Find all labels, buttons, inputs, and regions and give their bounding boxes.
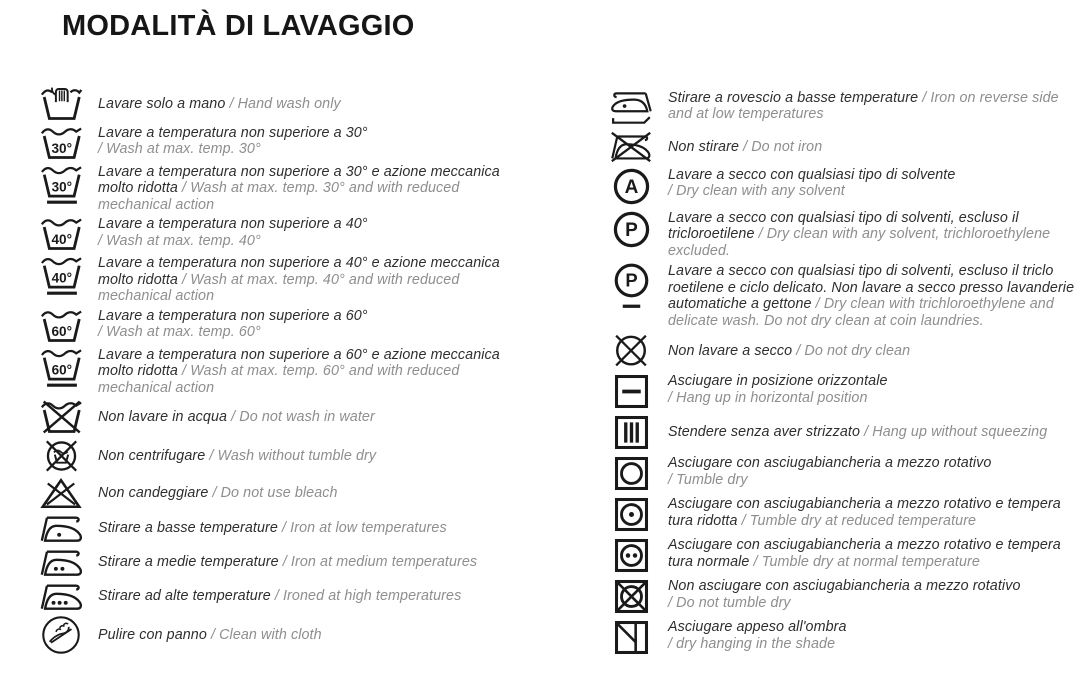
label-italian: Asciugare con asciugabiancheria a mezzo rotativo (668, 455, 992, 472)
care-item (604, 578, 1080, 615)
clean-with-cloth-icon (34, 615, 88, 655)
dry-clean-delicate-underlined-icon (604, 263, 658, 309)
label-english: / Hand wash only (229, 95, 341, 112)
svg-text:P: P (624, 220, 638, 241)
label-english: / Wash at max. temp. 30° and with reduced mechanical action (98, 180, 460, 213)
iron-high-temperature-icon (34, 581, 88, 612)
page-title: MODALITÀ DI LAVAGGIO (62, 10, 415, 42)
care-item (604, 496, 1080, 533)
svg-text:A: A (624, 177, 638, 198)
label-italian: Asciugare appeso all'ombra (668, 619, 847, 636)
do-not-iron-icon (604, 131, 658, 163)
care-item (34, 347, 582, 396)
care-symbols-right-column (604, 90, 1080, 660)
hand-wash-icon (34, 86, 88, 122)
care-item (34, 164, 582, 213)
do-not-tumble-dry-icon (604, 578, 658, 615)
iron-reverse-side-icon (604, 90, 658, 127)
label-italian: Lavare a secco con qualsiasi tipo di solventi, escluso il tricloroetilene (668, 210, 1019, 243)
tumble-dry-icon (604, 455, 658, 492)
care-item (34, 399, 582, 435)
label-italian: Stirare a basse temperature (98, 520, 278, 537)
care-item (604, 333, 1080, 369)
care-item (604, 373, 1080, 410)
label-english: / Dry clean with any solvent (668, 183, 845, 200)
label-italian: Lavare a temperatura non superiore a 60° (98, 307, 368, 324)
label-english: / Wash at max. temp. 40° (98, 232, 261, 249)
label-italian: Lavare a temperatura non superiore a 30° e azione meccanica molto ridotta (98, 164, 500, 197)
label-english: / Tumble dry at normal temperature (753, 553, 980, 570)
wash-60-reduced-action-icon (34, 347, 88, 388)
dry-clean-any-solvent-icon (604, 167, 658, 206)
care-item (34, 581, 582, 612)
care-item (604, 210, 1080, 259)
care-item (604, 263, 1080, 329)
label-english: / Do not use bleach (212, 485, 338, 502)
svg-text:P: P (624, 270, 638, 292)
dry-flat-icon (604, 373, 658, 410)
care-item (604, 167, 1080, 206)
label-italian: Non lavare in acqua (98, 408, 228, 425)
label-italian: Pulire con panno (98, 626, 207, 643)
label-english: / Wash at max. temp. 60° and with reduced mechanical action (98, 363, 460, 396)
care-item (34, 216, 582, 252)
svg-text:30°: 30° (51, 140, 72, 156)
svg-text:40°: 40° (51, 232, 72, 248)
label-english: / Do not tumble dry (668, 594, 791, 611)
label-english: / Do not iron (743, 138, 823, 155)
dry-in-shade-icon (604, 619, 658, 656)
care-item (34, 438, 582, 474)
drip-dry-icon (604, 414, 658, 451)
label-italian: Non centrifugare (98, 447, 206, 464)
label-english: / Iron on reverse side and at low temperatures (668, 90, 1059, 123)
tumble-dry-reduced-temperature-icon (604, 496, 658, 533)
care-item (34, 255, 582, 304)
label-english: / Wash at max. temp. 60° (98, 324, 261, 341)
label-english: / Iron at low temperatures (282, 520, 447, 537)
label-italian: Stendere senza aver strizzato (668, 424, 861, 441)
label-italian: Lavare a secco con qualsiasi tipo di solvente (668, 167, 956, 183)
iron-medium-temperature-icon (34, 547, 88, 578)
label-english: / Ironed at high temperatures (274, 588, 462, 605)
svg-text:30°: 30° (51, 179, 72, 195)
do-not-dry-clean-icon (604, 333, 658, 369)
care-item (604, 90, 1080, 127)
label-italian: Non stirare (668, 138, 740, 155)
label-italian: Non candeggiare (98, 485, 209, 502)
care-item (604, 414, 1080, 451)
label-english: / Wash at max. temp. 30° (98, 141, 261, 158)
care-item (604, 455, 1080, 492)
label-italian: Lavare solo a mano (98, 95, 226, 112)
label-italian: Lavare a temperatura non superiore a 40° e azione meccanica molto ridotta (98, 255, 500, 288)
care-item (34, 615, 582, 655)
care-item (34, 513, 582, 544)
care-item (604, 537, 1080, 574)
svg-text:60°: 60° (51, 362, 72, 378)
iron-low-temperature-icon (34, 513, 88, 544)
label-english: / Wash at max. temp. 40° and with reduced mechanical action (98, 271, 460, 305)
label-italian: Lavare a temperatura non superiore a 30° (98, 125, 368, 141)
care-symbols-left-column (34, 86, 582, 658)
label-italian: Lavare a temperatura non superiore a 60° e azione meccanica molto ridotta (98, 346, 500, 380)
label-italian: Lavare a temperatura non superiore a 40° (98, 216, 368, 233)
label-italian: Non asciugare con asciugabiancheria a mezzo rotativo (668, 578, 1021, 595)
label-italian: Stirare a rovescio a basse temperature (668, 90, 919, 106)
label-italian: Non lavare a secco (668, 342, 793, 359)
do-not-wash-icon (34, 399, 88, 435)
label-english: / Iron at medium temperatures (282, 554, 478, 571)
do-not-bleach-icon (34, 477, 88, 510)
label-italian: Asciugare con asciugabiancheria a mezzo rotativo e tempera tura ridotta (668, 496, 1061, 529)
care-item (34, 477, 582, 510)
label-english: / Clean with cloth (210, 626, 322, 643)
wash-40-reduced-action-icon (34, 255, 88, 296)
care-item (34, 125, 582, 161)
label-italian: Stirare ad alte temperature (98, 588, 271, 605)
care-item (34, 308, 582, 344)
do-not-wring-icon (34, 438, 88, 474)
label-english: / Tumble dry (668, 471, 748, 488)
label-english: / dry hanging in the shade (668, 635, 836, 652)
svg-text:40°: 40° (51, 270, 72, 286)
label-italian: Stirare a medie temperature (98, 554, 279, 571)
wash-40-icon (34, 216, 88, 252)
label-english: / Do not dry clean (796, 342, 911, 359)
care-item (34, 86, 582, 122)
label-english: / Dry clean with any solvent, trichloroethylene excluded. (668, 226, 1051, 259)
label-english: / Wash without tumble dry (209, 447, 377, 464)
label-english: / Hang up without squeezing (864, 424, 1048, 441)
wash-60-icon (34, 308, 88, 344)
label-english: / Dry clean with trichloroethylene and delicate wash. Do not dry clean at coin laundries. (668, 296, 1054, 329)
tumble-dry-normal-temperature-icon (604, 537, 658, 574)
care-item (604, 131, 1080, 163)
care-item (604, 619, 1080, 656)
dry-clean-no-trichloroethylene-icon (604, 210, 658, 249)
label-italian: Asciugare con asciugabiancheria a mezzo rotativo e tempera tura normale (668, 537, 1061, 570)
wash-30-icon (34, 125, 88, 161)
label-english: / Tumble dry at reduced temperature (741, 512, 977, 529)
svg-text:60°: 60° (51, 323, 72, 339)
label-english: / Hang up in horizontal position (668, 389, 868, 406)
label-italian: Lavare a secco con qualsiasi tipo di solventi, escluso il triclo roetilene e ciclo delicato. Non lavare a secco presso lavanderie automatiche a gettone (668, 263, 1075, 313)
wash-30-reduced-action-icon (34, 164, 88, 205)
care-item (34, 547, 582, 578)
label-english: / Do not wash in water (231, 408, 375, 425)
label-italian: Asciugare in posizione orizzontale (668, 373, 888, 390)
